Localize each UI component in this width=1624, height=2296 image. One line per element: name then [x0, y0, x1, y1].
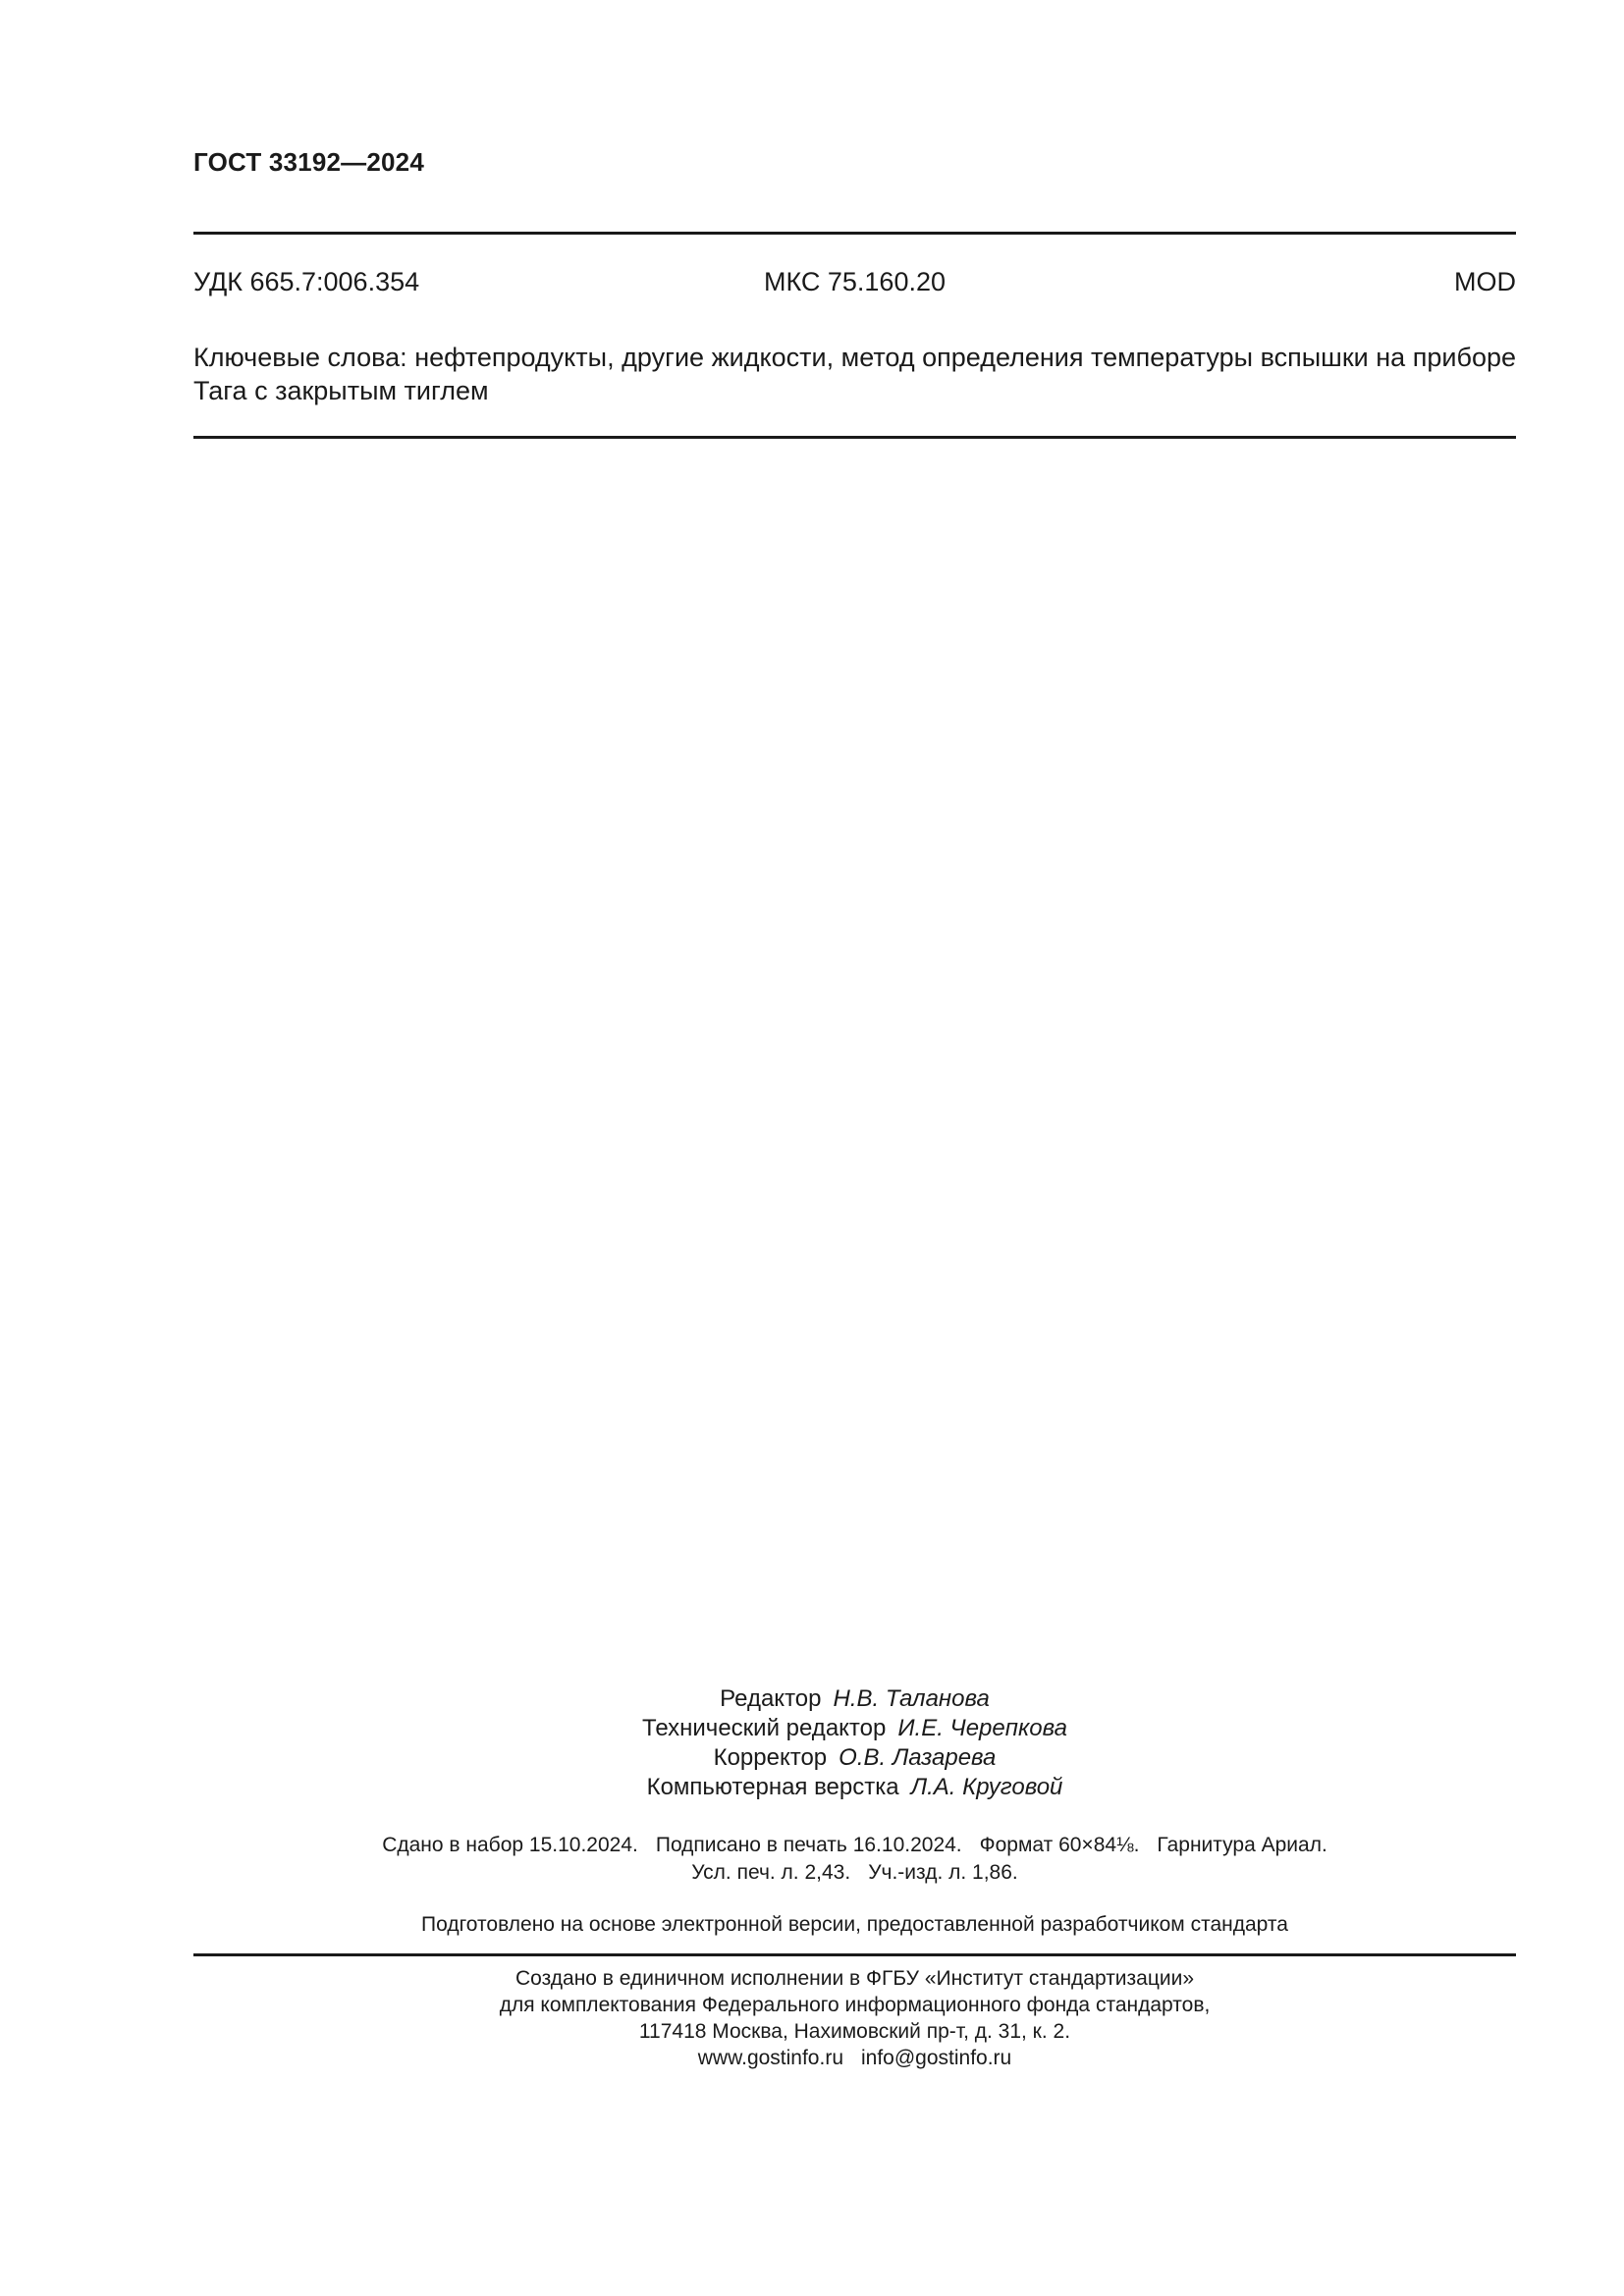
- signed-date: Подписано в печать 16.10.2024.: [655, 1834, 962, 1856]
- credit-person: Н.В. Таланова: [833, 1685, 990, 1712]
- mks-code: МКС 75.160.20: [763, 267, 947, 296]
- publisher-line-2: для комплектования Федерального информационного фонда стандартов,: [499, 1994, 1211, 2016]
- publisher-line-1: Создано в единичном исполнении в ФГБУ «Институт стандартизации»: [514, 1967, 1195, 1990]
- credit-role: Корректор: [713, 1744, 828, 1771]
- publisher-sheets: Уч.-изд. л. 1,86.: [868, 1861, 1018, 1884]
- credit-role: Компьютерная верстка: [646, 1774, 899, 1800]
- top-divider: [193, 232, 1516, 235]
- modification-mark: MOD: [1454, 267, 1516, 296]
- credit-role: Технический редактор: [642, 1715, 887, 1741]
- paper-format: Формат 60×84⅛.: [979, 1834, 1140, 1856]
- credit-person: О.В. Лазарева: [839, 1744, 997, 1771]
- email-link[interactable]: info@gostinfo.ru: [861, 2047, 1012, 2069]
- udk-code: УДК 665.7:006.354: [193, 267, 420, 296]
- print-sheets: Усл. печ. л. 2,43.: [691, 1861, 851, 1884]
- publisher-address: 117418 Москва, Нахимовский пр-т, д. 31, к. 2.: [638, 2020, 1071, 2043]
- prepared-note: Подготовлено на основе электронной версии, предоставленной разработчиком стандарта: [421, 1913, 1288, 1936]
- credit-editor: [193, 1684, 1516, 1714]
- submitted-date: Сдано в набор 15.10.2024.: [382, 1834, 638, 1856]
- imprint-line-2: [193, 1859, 1516, 1887]
- publisher-divider: [193, 1953, 1516, 1956]
- credits-block: [193, 1684, 1516, 1802]
- publisher-contacts: [193, 2045, 1516, 2071]
- keywords-paragraph: Ключевые слова: нефтепродукты, другие жидкости, метод определения температуры вспышки на приборе Тага с закрытым тиглем: [193, 343, 1516, 405]
- credit-layout: [193, 1773, 1516, 1802]
- classification-row: [193, 267, 1516, 302]
- website-link[interactable]: www.gostinfo.ru: [697, 2047, 843, 2069]
- keywords-divider: [193, 436, 1516, 439]
- credit-role: Редактор: [720, 1685, 822, 1712]
- document-code: ГОСТ 33192—2024: [193, 147, 424, 177]
- typeface: Гарнитура Ариал.: [1157, 1834, 1327, 1856]
- credit-proofreader: [193, 1743, 1516, 1773]
- credit-person: И.Е. Черепкова: [897, 1715, 1067, 1741]
- imprint-block: [193, 1832, 1516, 1887]
- credit-person: Л.А. Круговой: [910, 1774, 1063, 1800]
- credit-technical-editor: [193, 1714, 1516, 1743]
- publisher-block: [193, 1965, 1516, 2071]
- imprint-line-1: [193, 1832, 1516, 1859]
